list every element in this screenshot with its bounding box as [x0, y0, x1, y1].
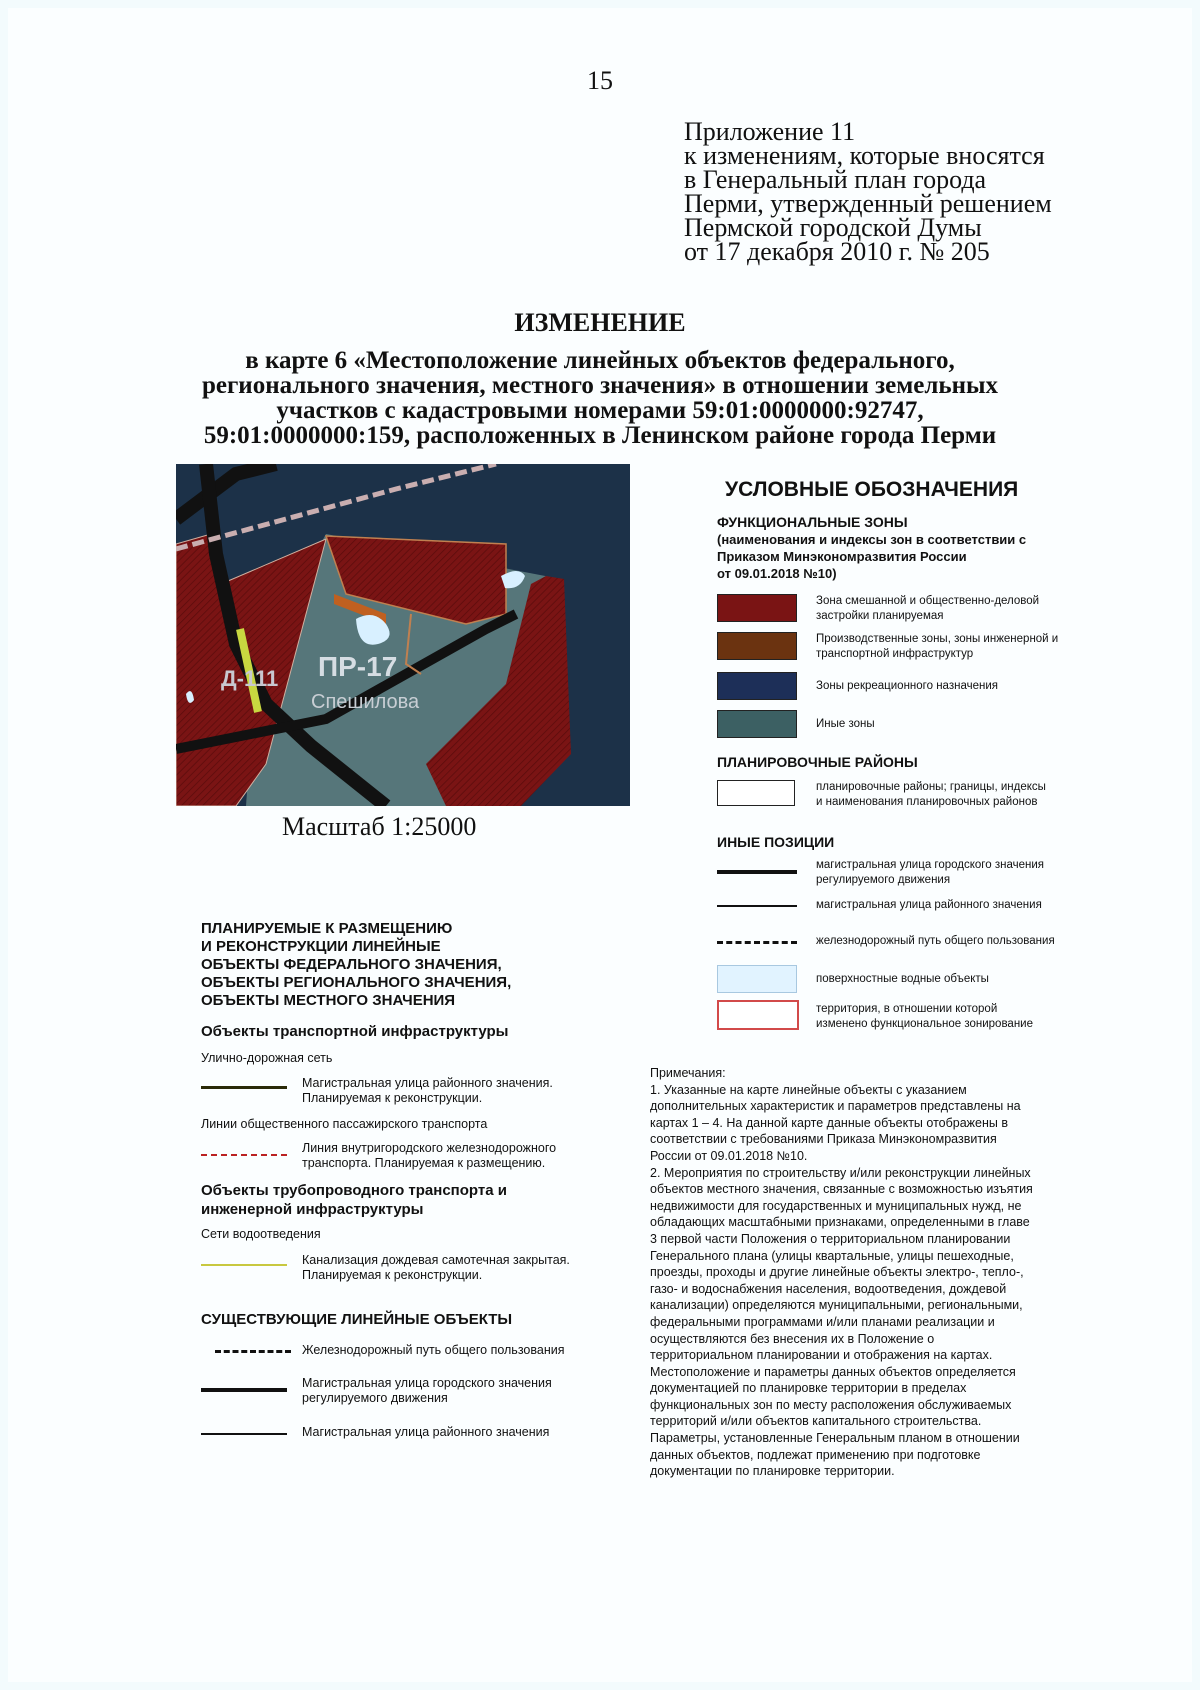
district-name-label: Спешилова [311, 691, 420, 713]
notes-block [650, 1065, 1120, 1480]
appendix-line: к изменениям, которые вносятся [684, 141, 1045, 170]
zone-label: Зоны рекреационного назначения [816, 680, 998, 692]
heading-line: ОБЪЕКТЫ МЕСТНОГО ЗНАЧЕНИЯ [201, 992, 456, 1009]
existing-district-street-symbol [201, 1433, 287, 1435]
appendix-line: Перми, утвержденный решением [684, 189, 1052, 218]
label-line: транспорта. Планируемая к размещению. [302, 1156, 546, 1170]
zone-swatch [717, 710, 797, 738]
heading-line: ОБЪЕКТЫ РЕГИОНАЛЬНОГО ЗНАЧЕНИЯ, [201, 974, 512, 991]
other-positions-heading: ИНЫЕ ПОЗИЦИИ [717, 834, 835, 850]
existing-city-street-label [302, 1376, 552, 1406]
label-line: Планируемая к реконструкции. [302, 1268, 483, 1282]
legend-item-industrial-zone [717, 632, 1177, 662]
existing-railway-label: Железнодорожный путь общего пользования [302, 1343, 565, 1357]
legend-title: УСЛОВНЫЕ ОБОЗНАЧЕНИЯ [725, 478, 1019, 501]
notes-line: документации по планировке территории. [650, 1464, 895, 1479]
notes-line: России от 09.01.2018 №10. [650, 1148, 808, 1163]
label-line: Магистральная улица районного значения. [302, 1076, 553, 1090]
functional-zones-heading: ФУНКЦИОНАЛЬНЫЕ ЗОНЫ [717, 514, 908, 530]
planning-districts-heading: ПЛАНИРОВОЧНЫЕ РАЙОНЫ [717, 754, 918, 770]
heading-line: инженерной инфраструктуры [201, 1201, 424, 1218]
planned-rail-label [302, 1141, 556, 1171]
appendix-line: Приложение 11 [684, 117, 856, 146]
existing-railway-symbol [215, 1350, 291, 1353]
zone-label [816, 858, 1156, 888]
zone-label: магистральная улица районного значения [816, 899, 1042, 911]
existing-objects-heading: СУЩЕСТВУЮЩИЕ ЛИНЕЙНЫЕ ОБЪЕКТЫ [201, 1311, 513, 1328]
planned-drainage-label [302, 1253, 570, 1283]
subtitle-line: 59:01:0000000:159, расположенных в Ленинском районе города Перми [203, 422, 997, 449]
legend-item-other-zone [717, 710, 1177, 740]
zone-label-line: Производственные зоны, зоны инженерной и [816, 633, 1059, 645]
planned-rail-symbol [201, 1154, 287, 1156]
water-swatch [717, 965, 797, 993]
label-line: регулируемого движения [302, 1391, 448, 1405]
zone-label [816, 780, 1156, 810]
zone-label: поверхностные водные объекты [816, 973, 989, 985]
heading-line: Объекты трубопроводного транспорта и [201, 1182, 507, 1199]
map-fragment [176, 464, 630, 806]
notes-line: газо- и водоснабжения населения, водоотведения, дождевой [650, 1281, 1007, 1296]
description-line: Приказом Минэкономразвития России [717, 549, 967, 564]
notes-line: осуществляются без внесения их в Положение о [650, 1331, 935, 1346]
document-page [8, 8, 1192, 1682]
label-line: Магистральная улица городского значения [302, 1376, 552, 1390]
line-symbol-thick [717, 870, 797, 874]
heading-line: ОБЪЕКТЫ ФЕДЕРАЛЬНОГО ЗНАЧЕНИЯ, [201, 956, 502, 973]
notes-line: территорий и/или объектов капитального строительства. [650, 1414, 982, 1429]
appendix-line: в Генеральный план города [684, 165, 987, 194]
legend-item-railway [717, 932, 1177, 962]
zone-label-line: планировочные районы; границы, индексы [816, 781, 1046, 793]
notes-line: территориальном планировании и отображения на картах. [650, 1348, 993, 1363]
existing-city-street-symbol [201, 1388, 287, 1392]
description-line: от 09.01.2018 №10) [717, 566, 837, 581]
notes-line: дополнительных характеристик и параметров представлены на [650, 1099, 1021, 1114]
description-line: (наименования и индексы зон в соответствии с [717, 532, 1027, 547]
legend-item-city-street [717, 858, 1177, 888]
legend-item-district-street [717, 896, 1177, 926]
zone-label: Иные зоны [816, 718, 875, 730]
label-line: Линия внутригородского железнодорожного [302, 1141, 557, 1155]
road-index-label: Д-111 [221, 666, 279, 691]
document-title: ИЗМЕНЕНИЕ [514, 308, 686, 337]
district-index-label: ПР-17 [318, 651, 398, 682]
notes-line: соответствии с требованиями Приказа Минэкономразвития [650, 1132, 997, 1147]
existing-district-street-label: Магистральная улица районного значения [302, 1425, 550, 1439]
legend-item-planning-district [717, 780, 1177, 810]
notes-line: 1. Указанные на карте линейные объекты с указанием [650, 1082, 967, 1097]
notes-line: федеральными программами и/или планами реализации и [650, 1314, 995, 1329]
planned-road-label [302, 1076, 553, 1106]
appendix-line: Пермской городской Думы [684, 213, 982, 242]
subtitle-line: в карте 6 «Местоположение линейных объектов федерального, [245, 347, 955, 374]
notes-line: картах 1 – 4. На данной карте данные объекты отображены в [650, 1115, 1008, 1130]
heading-line: ПЛАНИРУЕМЫЕ К РАЗМЕЩЕНИЮ [201, 920, 453, 937]
planned-road-symbol [201, 1086, 287, 1089]
notes-line: недвижимости для государственных и муниципальных нужд, не [650, 1198, 1022, 1213]
zone-swatch [717, 632, 797, 660]
planned-objects-heading [201, 920, 511, 1010]
zone-label [816, 1002, 1156, 1032]
zone-label-line: застройки планируемая [816, 610, 944, 622]
notes-line: канализации) определяются муниципальными, региональными, [650, 1298, 1023, 1313]
legend-item-recreation-zone [717, 672, 1177, 702]
line-symbol-dashed [717, 941, 797, 944]
zone-label [816, 632, 1156, 662]
changed-zone-swatch [717, 1000, 799, 1030]
map-scale: Масштаб 1:25000 [282, 812, 477, 841]
notes-line: 3 первой части Положения о территориальном планировании [650, 1231, 1011, 1246]
transport-heading: Объекты транспортной инфраструктуры [201, 1023, 509, 1040]
heading-line: И РЕКОНСТРУКЦИИ ЛИНЕЙНЫЕ [201, 938, 441, 955]
zone-label: железнодорожный путь общего пользования [816, 935, 1055, 947]
zone-label-line: магистральная улица городского значения [816, 859, 1044, 871]
label-line: Планируемая к реконструкции. [302, 1091, 483, 1105]
notes-line: документацией по планировке территории в пределах [650, 1381, 967, 1396]
public-transport-label: Линии общественного пассажирского транспорта [201, 1117, 488, 1131]
notes-line: объектов местного значения, связанные с возможностью изъятия [650, 1182, 1033, 1197]
notes-line: обладающих масштабными признаками, определенными в главе [650, 1215, 1030, 1230]
zone-label-line: территория, в отношении которой [816, 1003, 998, 1015]
appendix-line: от 17 декабря 2010 г. № 205 [684, 237, 990, 266]
drainage-label: Сети водоотведения [201, 1227, 321, 1241]
label-line: Канализация дождевая самотечная закрытая. [302, 1253, 570, 1267]
page-number: 15 [587, 66, 613, 95]
legend-item-changed-territory [717, 1000, 1177, 1030]
legend-item-water [717, 965, 1177, 995]
zone-swatch [717, 594, 797, 622]
legend-item-mixed-zone [717, 594, 1177, 624]
map-drawing [176, 464, 630, 806]
zone-swatch [717, 672, 797, 700]
zone-label-line: Зона смешанной и общественно-деловой [816, 595, 1040, 607]
notes-heading: Примечания: [650, 1066, 726, 1080]
notes-line: Генерального плана (улицы квартальные, улицы пешеходные, [650, 1248, 1014, 1263]
line-symbol-thin [717, 905, 797, 907]
notes-line: Параметры, установленные Генеральным планом в отношении [650, 1431, 1020, 1446]
zone-label-line: изменено функциональное зонирование [816, 1018, 1033, 1030]
notes-text [650, 1082, 1120, 1480]
zone-label [816, 594, 1156, 624]
road-network-label: Улично-дорожная сеть [201, 1051, 333, 1065]
appendix-note [684, 117, 1052, 266]
district-swatch [717, 780, 795, 806]
zone-label-line: транспортной инфраструктур [816, 648, 974, 660]
notes-line: Местоположение и параметры данных объектов определяется [650, 1364, 1016, 1379]
pipeline-heading [201, 1181, 507, 1219]
zone-label-line: и наименования планировочных районов [816, 796, 1038, 808]
notes-line: 2. Мероприятия по строительству и/или реконструкции линейных [650, 1165, 1031, 1180]
document-subtitle [158, 348, 1042, 448]
subtitle-line: участков с кадастровыми номерами 59:01:0000000:92747, [276, 397, 924, 424]
notes-line: функциональных зон по месту расположения обслуживаемых [650, 1397, 1012, 1412]
zone-label-line: регулируемого движения [816, 874, 951, 886]
subtitle-line: регионального значения, местного значения» в отношении земельных [201, 372, 999, 399]
planned-drainage-symbol [201, 1264, 287, 1266]
functional-zones-description [717, 531, 1137, 582]
notes-line: проезды, проходы и другие линейные объекты электро-, тепло-, [650, 1265, 1024, 1280]
notes-line: данных объектов, подлежат применению при подготовке [650, 1447, 981, 1462]
